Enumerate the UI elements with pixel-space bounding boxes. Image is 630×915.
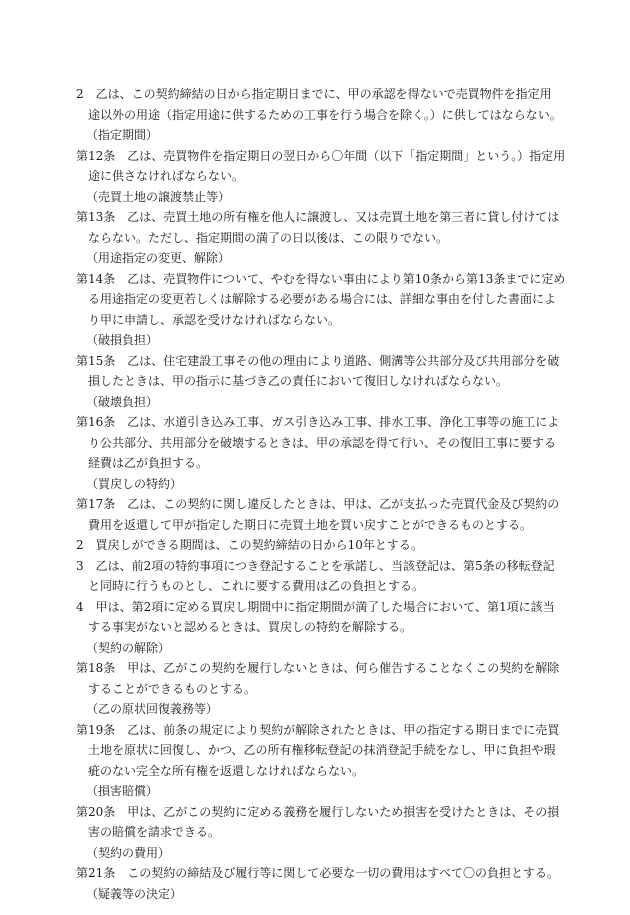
article-heading: （指定期間） (86, 128, 159, 142)
clause-continuation-line: ならない。ただし、指定期間の満了の日以後は、この限りでない。 (88, 230, 449, 245)
article-heading: （用途指定の変更、解除） (86, 251, 231, 265)
clause-line: 第16条 乙は、水道引き込み工事、ガス引き込み工事、排水工事、浄化工事等の施工によ (76, 415, 560, 429)
article-heading: （疑義等の決定） (86, 886, 183, 901)
clause-line: 4 甲は、第2項に定める買戻し期間中に指定期間が満了した場合において、第1項に該当 (76, 599, 555, 614)
clause-continuation-line: 費用を返還して甲が指定した期日に売買土地を買い戻すことができるものとする。 (88, 517, 533, 532)
clause-line: 第12条 乙は、売買物件を指定期日の翌日から〇年間（以下「指定期間」という。）指定用 (76, 148, 566, 163)
clause-continuation-line: することができるものとする。 (88, 681, 257, 696)
clause-continuation-line: 土地を原状に回復し、かつ、乙の所有権移転登記の抹消登記手続をなし、甲に負担や瑕 (88, 743, 556, 757)
article-heading: （買戻しの特約） (86, 476, 183, 491)
clause-continuation-line: 途に供さなければならない。 (88, 169, 245, 183)
clause-continuation-line: 疵のない完全な所有権を返還しなければならない。 (88, 763, 365, 778)
article-heading: （破損負担） (86, 333, 159, 347)
clause-line: 第17条 乙は、この契約に関し違反したときは、甲は、乙が支払った売買代金及び契約の (76, 497, 560, 511)
clause-line: 第18条 甲は、乙がこの契約を履行しないときは、何ら催告することなくこの契約を解除 (76, 661, 560, 675)
clause-continuation-line: 害の賠償を請求できる。 (88, 825, 221, 839)
clause-line: 第15条 乙は、住宅建設工事その他の理由により道路、側溝等公共部分及び共用部分を破 (76, 353, 560, 368)
clause-continuation-line: り公共部分、共用部分を破壊するときは、甲の承認を得て行い、その復旧工事に要する (88, 435, 557, 450)
article-heading: （乙の原状回復義務等） (86, 702, 219, 716)
clause-line: 2 買戻しができる期間は、この契約締結の日から10年とする。 (76, 538, 423, 552)
article-heading: （契約の費用） (86, 845, 171, 860)
clause-continuation-line: と同時に行うものとし、これに要する費用は乙の負担とする。 (88, 579, 425, 593)
article-heading: （破壊負担） (86, 394, 159, 409)
clause-continuation-line: する事実がないと認めるときは、買戻しの特約を解除する。 (88, 620, 413, 634)
article-heading: （売買土地の譲渡禁止等） (86, 189, 231, 204)
clause-line: 2 乙は、この契約締結の日から指定期日までに、甲の承認を得ないで売買物件を指定用 (76, 87, 552, 101)
clause-line: 第20条 甲は、乙がこの契約に定める義務を履行しないため損害を受けたときは、その損 (76, 804, 560, 819)
clause-continuation-line: 経費は乙が負担する。 (88, 456, 209, 470)
article-heading: （損害賠償） (86, 784, 159, 798)
contract-text-body (76, 84, 566, 904)
clause-line: 第14条 乙は、売買物件について、やむを得ない事由により第10条から第13条までに定め (76, 271, 566, 286)
clause-continuation-line: る用途指定の変更若しくは解除する必要がある場合には、詳細な事由を付した書面によ (88, 292, 557, 306)
article-heading: （契約の解除） (86, 640, 171, 655)
clause-continuation-line: り甲に申請し、承認を受けなければならない。 (88, 312, 341, 327)
clause-line: 第21条 この契約の締結及び履行等に関して必要な一切の費用はすべて〇の負担とする。 (76, 866, 560, 880)
clause-line: 第19条 乙は、前条の規定により契約が解除されたときは、甲の指定する期日までに売買 (76, 722, 560, 737)
clause-line: 第13条 乙は、売買土地の所有権を他人に譲渡し、又は売買土地を第三者に貸し付けては (76, 210, 560, 224)
clause-continuation-line: 途以外の用途（指定用途に供するための工事を行う場合を除く。）に供してはならない。 (88, 107, 562, 122)
clause-line: 3 乙は、前2項の特約事項につき登記することを承諾し、当該登記は、第5条の移転登記 (76, 558, 555, 573)
clause-continuation-line: 損したときは、甲の指示に基づき乙の責任において復旧しなければならない。 (88, 374, 509, 388)
